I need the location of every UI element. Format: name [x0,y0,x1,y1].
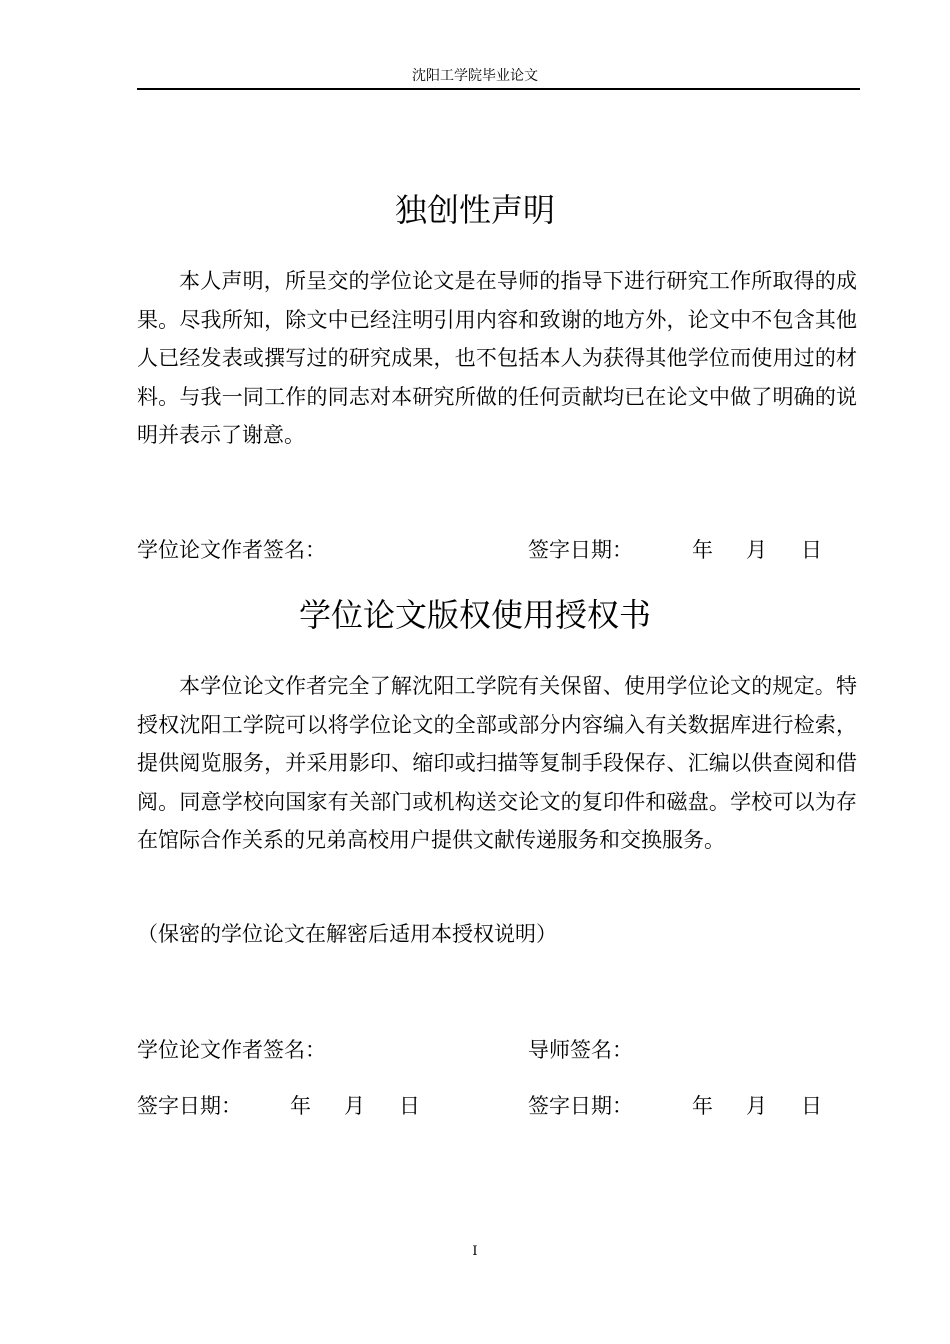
declaration-body: 本人声明，所呈交的学位论文是在导师的指导下进行研究工作所取得的成果。尽我所知，除文中已经注明引用内容和致谢的地方外，论文中不包含其他人已经发表或撰写过的研究成果，也不包括本人为获得其他学位而使用过的材料。与我一同工作的同志对本研究所做的任何贡献均已在论文中做了明确的说明并表示了谢意。 [137,269,857,447]
declaration-year-label: 年 [692,538,713,562]
authorization-advisor-day-label: 日 [801,1094,822,1118]
authorization-advisor-year-label: 年 [692,1094,713,1118]
declaration-title: 独创性声明 [394,191,555,229]
authorization-author-signature-label: 学位论文作者签名： [137,1038,326,1062]
authorization-title: 学位论文版权使用授权书 [298,596,651,634]
authorization-advisor-month-label: 月 [746,1094,767,1118]
running-header: 沈阳工学院毕业论文 [412,68,538,84]
page-number: I [472,1244,478,1259]
authorization-author-year-label: 年 [290,1094,311,1118]
declaration-author-signature-label: 学位论文作者签名： [137,538,326,562]
authorization-author-month-label: 月 [344,1094,365,1118]
authorization-body: 本学位论文作者完全了解沈阳工学院有关保留、使用学位论文的规定。特授权沈阳工学院可以将学位论文的全部或部分内容编入有关数据库进行检索，提供阅览服务，并采用影印、缩印或扫描等复制手段保存、汇编以供查阅和借阅。同意学校向国家有关部门或机构送交论文的复印件和磁盘。学校可以为存在馆际合作关系的兄弟高校用户提供文献传递服务和交换服务。 [137,674,857,852]
authorization-advisor-date-label: 签字日期： [528,1094,633,1118]
authorization-author-day-label: 日 [399,1094,420,1118]
authorization-note: （保密的学位论文在解密后适用本授权说明） [137,922,557,946]
authorization-author-date-label: 签字日期： [137,1094,242,1118]
header-rule [137,88,860,90]
authorization-advisor-signature-label: 导师签名： [528,1038,633,1062]
declaration-date-label: 签字日期： [528,538,633,562]
declaration-month-label: 月 [746,538,767,562]
declaration-day-label: 日 [801,538,822,562]
